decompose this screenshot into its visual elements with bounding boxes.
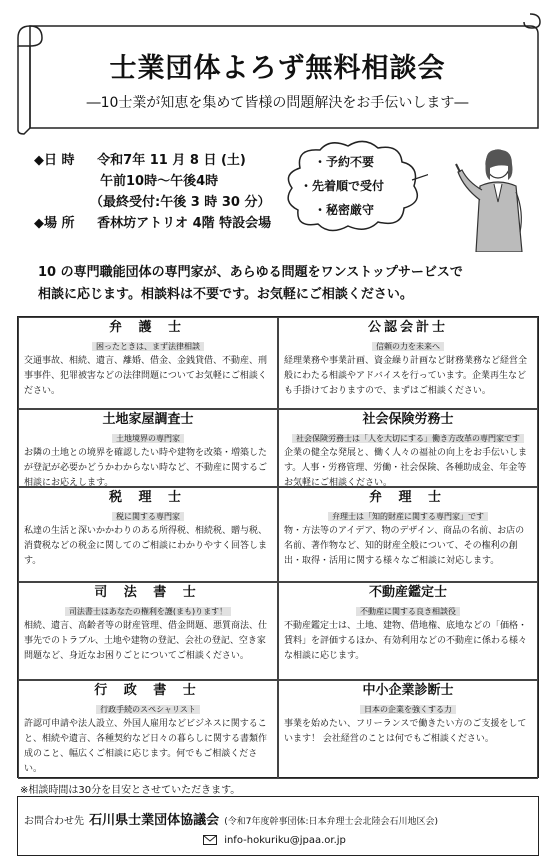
profession-tag-text: 不動産に関する良き相談役	[356, 607, 460, 616]
contact-email-row	[203, 835, 346, 846]
profession-tag-text: 困ったときは、まず法律相談	[92, 342, 204, 351]
contact-sub: (令和7年度幹事団体:日本弁理士会北陸会石川地区会)	[224, 817, 438, 827]
date-value: 令和7年 11 月 8 日 (土)	[97, 153, 246, 168]
profession-desc: お隣の土地との境界を確認したい時や建物を改築・増築したが登記が必要かどうかわからない時など、不動産に関するご相談にお応えします。	[24, 448, 268, 487]
bubble-item: ・秘密厳守	[314, 203, 375, 217]
envelope-icon	[203, 835, 217, 845]
contact-org: 石川県士業団体協議会	[89, 813, 220, 828]
profession-card	[278, 317, 538, 409]
profession-name: 社会保険労務士	[362, 412, 454, 427]
profession-name: 司 法 書 士	[94, 585, 202, 600]
date-row	[34, 150, 271, 171]
profession-tag	[24, 700, 272, 716]
contact-box	[17, 796, 539, 856]
bubble-item: ・予約不要	[314, 155, 375, 169]
profession-tag	[284, 429, 532, 445]
profession-card	[278, 680, 538, 779]
bubble-item: ・先着順で受付	[300, 179, 385, 193]
profession-desc: 交通事故、相続、遺言、離婚、借金、金銭貸借、不動産、刑事事件、犯罪被害などの法律問題についてお気軽にご相談ください。	[24, 356, 268, 396]
intro-line: 相談に応じます。相談料は不要です。お気軽にご相談ください。	[38, 287, 413, 302]
profession-name: 不動産鑑定士	[368, 585, 447, 600]
profession-desc: 経理業務や事業計画、資金繰り計画など財務業務など経営全般にわたる相談やアドバイスを行っています。企業再生なども手掛けておりますので、まずはご相談ください。	[284, 356, 528, 396]
profession-desc: 許認可申請や法人設立、外国人雇用などビジネスに関すること、相続や遺言、各種契約など日々の暮らしに関する書類作成のこと、幅広くご相談に応じます。何でもご相談ください。	[24, 719, 268, 774]
profession-tag-text: 土地境界の専門家	[112, 434, 184, 443]
profession-card	[18, 680, 278, 779]
consultation-note: ※相談時間は30分を目安とさせていただきます。	[20, 785, 241, 796]
time-value: 午前10時～午後4時	[100, 174, 219, 189]
contact-label: お問合わせ先	[24, 816, 84, 827]
profession-tag-text: 信頼の力を未来へ	[372, 342, 444, 351]
profession-desc: 事業を始めたい、フリーランスで働きたい方のご支援をしています！ 会社経営のことは何でもご相談ください。	[284, 719, 527, 744]
profession-tag	[24, 602, 272, 618]
profession-tag	[284, 337, 532, 353]
profession-tag	[24, 429, 272, 445]
professions-grid	[17, 316, 539, 778]
profession-name: 行 政 書 士	[94, 683, 202, 698]
place-row	[34, 213, 271, 234]
profession-tag	[24, 337, 272, 353]
profession-desc: 不動産鑑定士は、土地、建物、借地権、底地などの「価格・賃料」を評価するほか、有効利用などの不動産に係わる様々な相談に応じます。	[284, 621, 528, 661]
profession-desc: 私達の生活と深いかかわりのある所得税、相続税、贈与税、消費税などの税金に関してのご相談にわかりやすく回答します。	[24, 526, 268, 566]
intro-text	[38, 262, 528, 306]
profession-tag-text: 行政手続のスペシャリスト	[96, 705, 200, 714]
contact-email[interactable]: info-hokuriku@jpaa.or.jp	[224, 835, 346, 846]
profession-card	[278, 582, 538, 680]
profession-tag	[284, 602, 532, 618]
page-title: 士業団体よろず無料相談会	[109, 53, 446, 84]
profession-desc: 相続、遺言、高齢者等の財産管理、借金問題、悪質商法、仕事先でのトラブル、土地や建物の登記、会社の登記、空き家問題など、身近なお困りごとについてご相談ください。	[24, 621, 268, 661]
profession-tag-text: 税に関する専門家	[112, 512, 184, 521]
profession-card	[18, 409, 278, 487]
profession-tag-text: 司法書士はあなたの権利を護(まも)ります！	[65, 607, 231, 616]
cloud-bubble-text	[300, 150, 410, 222]
profession-card	[278, 487, 538, 582]
profession-card	[278, 409, 538, 487]
event-info	[34, 150, 271, 234]
businesswoman-illustration	[450, 142, 540, 252]
profession-name: 中小企業診断士	[362, 683, 454, 698]
profession-name: 税 理 士	[108, 490, 188, 505]
profession-tag-text: 社会保険労務士は「人を大切にする」働き方改革の専門家です	[292, 434, 524, 443]
place-label: ◆場 所	[34, 216, 75, 231]
place-value: 香林坊アトリオ 4階 特設会場	[97, 216, 272, 231]
profession-card	[18, 317, 278, 409]
profession-tag	[284, 700, 532, 716]
profession-card	[18, 487, 278, 582]
profession-tag	[24, 507, 272, 523]
profession-tag-text: 日本の企業を強くする力	[360, 705, 456, 714]
last-entry: （最終受付:午後 3 時 30 分）	[90, 195, 271, 210]
profession-desc: 物・方法等のアイデア、物のデザイン、商品の名前、お店の名前、著作物など、知的財産全般について、その権利の創出・取得・活用に関する様々なご相談に対応します。	[284, 526, 525, 566]
profession-desc: 企業の健全な発展と、働く人々の福祉の向上をお手伝いします。人事・労務管理、労働・社会保険、各種助成金、年金等お気軽にご相談ください。	[284, 448, 528, 487]
intro-line: 10 の専門職能団体の専門家が、あらゆる問題をワンストップサービスで	[38, 265, 463, 280]
profession-name: 弁 理 士	[368, 490, 448, 505]
profession-name: 公認会計士	[367, 320, 448, 335]
contact-line	[24, 809, 438, 828]
profession-tag-text: 弁理士は「知的財産に関する専門家」です	[328, 512, 488, 521]
date-label: ◆日 時	[34, 153, 75, 168]
profession-name: 土地家屋調査士	[102, 412, 194, 427]
profession-tag	[284, 507, 532, 523]
page-subtitle: ―10士業が知恵を集めて皆様の問題解決をお手伝いします―	[86, 95, 469, 111]
profession-name: 弁 護 士	[108, 320, 188, 335]
profession-card	[18, 582, 278, 680]
